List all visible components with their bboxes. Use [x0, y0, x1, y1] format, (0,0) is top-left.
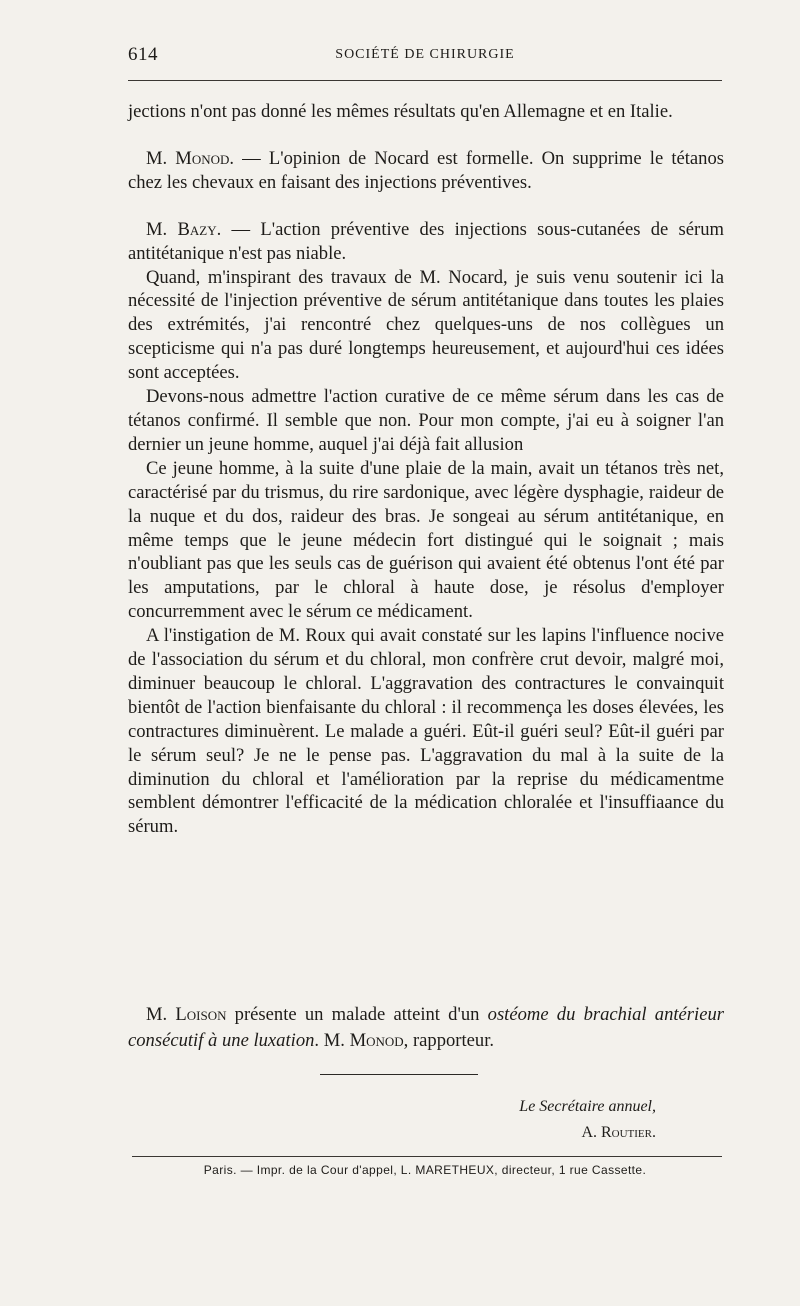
- paragraph: Ce jeune homme, à la suite d'une plaie de la main, avait un tétanos très net, caractérisé par du trismus, du rire sardonique, avec légère dysphagie, raideur de la nuque et du dos, raideur des bras. Je songeai au sérum antitétanique, en même temps que le jeune médecin fort distingué qui le soignait ; mais n'oubliant pas que les seuls cas de guérison qui avaient été obtenus l'ont été par les amputations, par le chloral à haute dose, je résolus d'employer concurremment avec le sérum ce médicament.: [128, 457, 724, 623]
- body-text: [128, 100, 724, 839]
- paragraph: Devons-nous admettre l'action curative de ce même sérum dans les cas de tétanos confirmé. Il semble que non. Pour mon compte, j'ai eu à soigner l'an dernier un jeune homme, auquel j'ai déjà fait allusion: [128, 386, 724, 455]
- paragraph: A l'instigation de M. Roux qui avait constaté sur les lapins l'influence nocive de l'association du sérum et du chloral, mon confrère crut devoir, malgré moi, diminuer beaucoup le chloral. L'aggravation des contractures le convainquit bientôt de l'action bienfaisante du chloral : il recommença les doses élevées, les contractures diminuèrent. Le malade a guéri. Eût-il guéri seul? Eût-il guéri par le sérum seul? Je ne le pense pas. L'aggravation du mal à la suite de la diminution du chloral et l'amélioration par la reprise du médicamentme semblent démontrer l'efficacité de la médication chloralée et l'insuffiaance du sérum.: [128, 625, 724, 838]
- speaker-name: M. Monod.: [146, 147, 235, 169]
- announcement: M. Loison présente un malade atteint d'un ostéome du brachial antérieur consécutif à une luxation. M. Monod, rapporteur.: [128, 1004, 724, 1051]
- paragraph-monod: M. Monod. — L'opinion de Nocard est formelle. On supprime le tétanos chez les chevaux en faisant des injections préventives.: [128, 147, 724, 193]
- section-divider: [320, 1074, 478, 1075]
- page-number: 614: [128, 44, 158, 65]
- footer-rule: [132, 1156, 722, 1157]
- page-header: [128, 44, 722, 70]
- signature-block: [128, 1094, 656, 1146]
- rapporteur-name: Monod: [349, 1030, 404, 1051]
- signature-name: A. Routier.: [581, 1124, 656, 1141]
- running-title: SOCIÉTÉ DE CHIRURGIE: [335, 47, 515, 62]
- paragraph-bazy: M. Bazy. — L'action préventive des injections sous-cutanées de sérum antitétanique n'est pas niable.: [128, 218, 724, 264]
- announcement-speaker: M. Loison: [146, 1004, 227, 1025]
- paragraph: Quand, m'inspirant des travaux de M. Nocard, je suis venu soutenir ici la nécessité de l'injection préventive de sérum antitétanique dans toutes les plaies des extrémités, j'ai rencontré chez quelques-uns de nos collègues un scepticisme qui n'a pas duré longtemps heureusement, et aujourd'hui ces idées sont acceptées.: [128, 266, 724, 384]
- printer-imprint: Paris. — Impr. de la Cour d'appel, L. MARETHEUX, directeur, 1 rue Cassette.: [203, 1163, 647, 1177]
- case-title: ostéome du brachial antérieur consécutif à une luxation: [128, 1004, 724, 1051]
- header-rule: [128, 80, 722, 81]
- speaker-name: M. Bazy.: [146, 218, 222, 240]
- signature-role: Le Secrétaire annuel,: [519, 1098, 656, 1115]
- paragraph-continuation: jections n'ont pas donné les mêmes résultats qu'en Allemagne et en Italie.: [128, 101, 673, 122]
